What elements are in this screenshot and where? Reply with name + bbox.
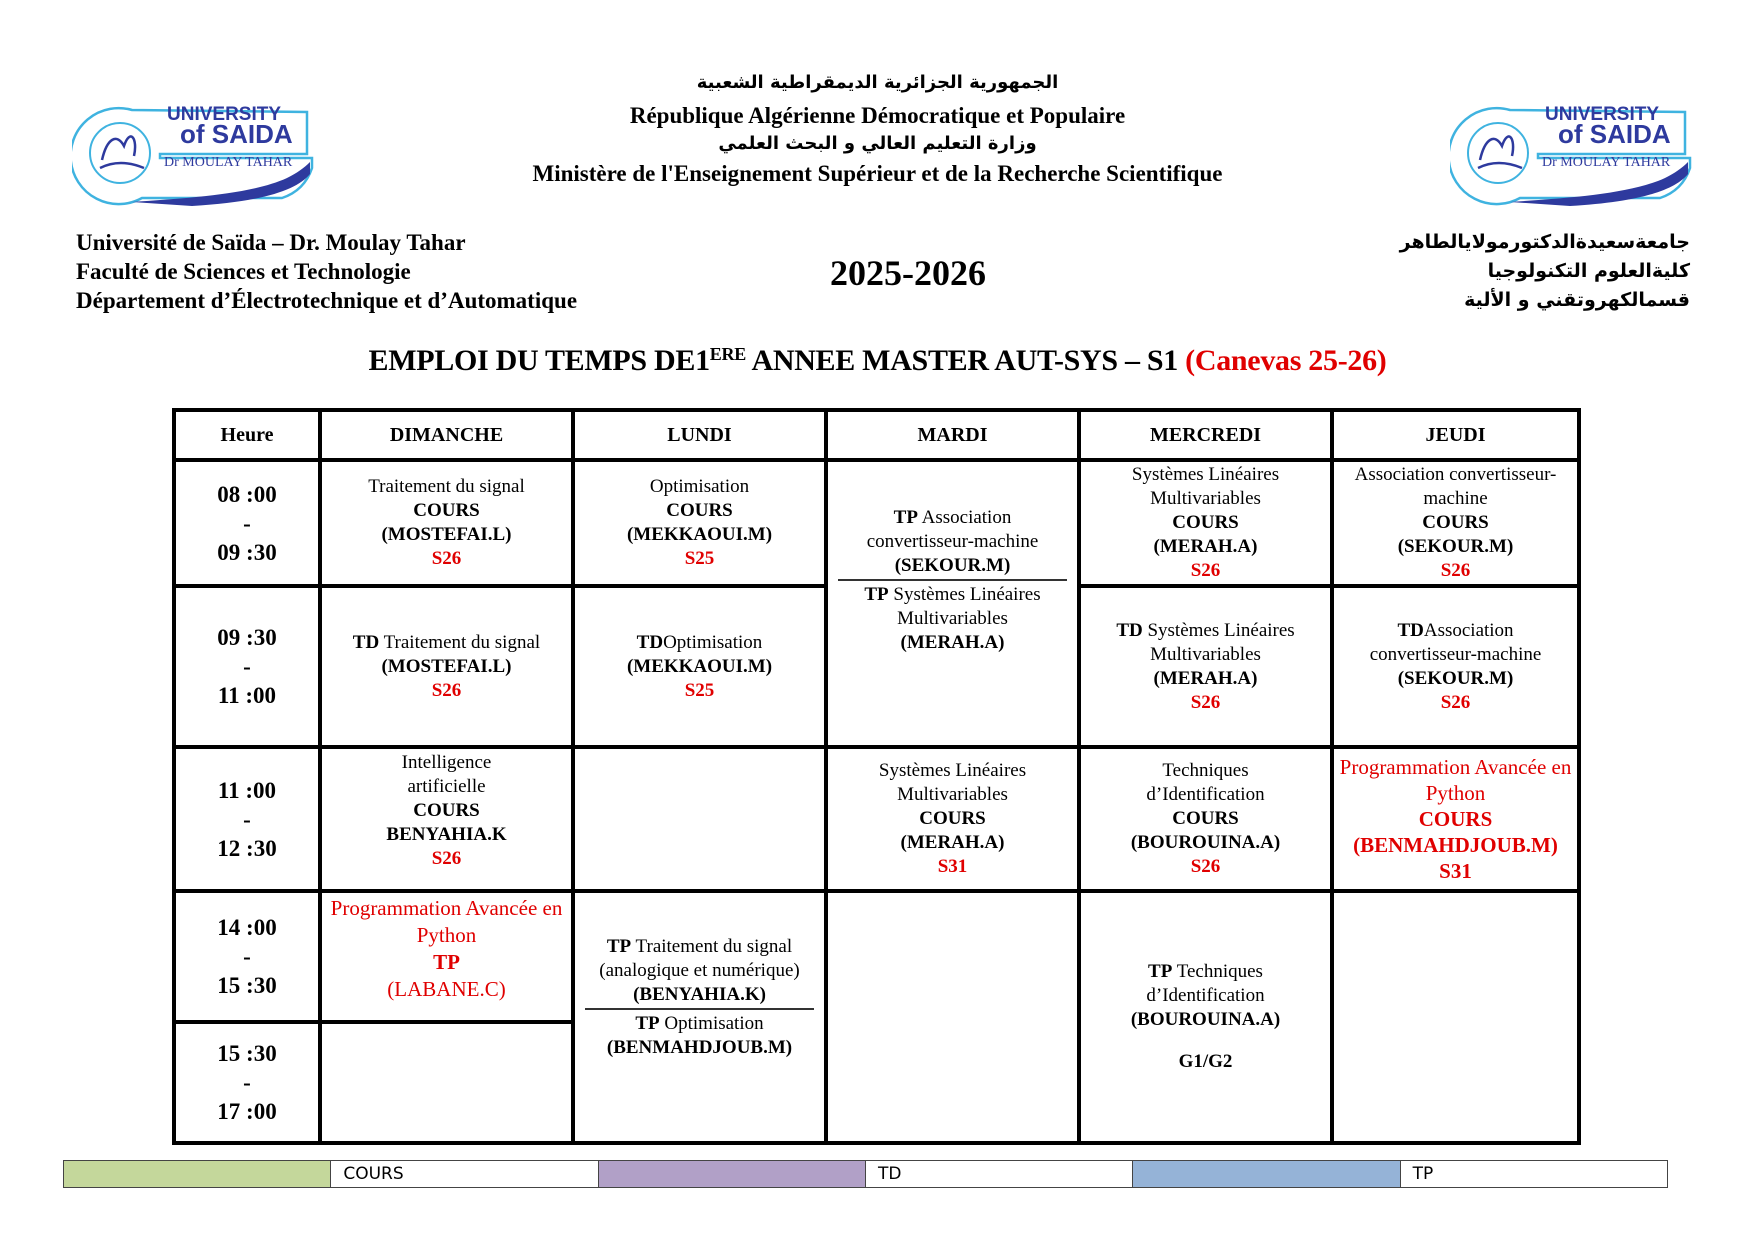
session-jeudi-1100[interactable]: [1334, 749, 1577, 893]
session-divider: [585, 1008, 814, 1010]
department-name-arabic: قسمالكهروتقني و الألية: [1464, 289, 1690, 311]
title-sup: ERE: [709, 344, 746, 364]
session-dimanche-1100[interactable]: [322, 749, 575, 893]
header-mardi: MARDI: [828, 412, 1081, 462]
session-divider: [838, 579, 1067, 581]
session-teacher: (SEKOUR.M): [1397, 667, 1514, 689]
time-end: 12 :30: [217, 835, 277, 861]
empty-mardi-1400: [828, 893, 1081, 1141]
time-sep: -: [243, 1070, 251, 1095]
page-title: [0, 344, 1755, 378]
session-type: TP: [606, 935, 632, 957]
session-groups: G1/G2: [1178, 1051, 1233, 1072]
session-room: S26: [1190, 856, 1221, 877]
title-canevas: (Canevas 25-26): [1185, 344, 1387, 377]
session-teacher: (LABANE.C): [387, 977, 506, 1001]
session-subject: Traitement du signal: [368, 476, 525, 497]
empty-dimanche-1530: [322, 1024, 575, 1141]
time-start: 08 :00: [217, 481, 277, 507]
session-dimanche-0930[interactable]: [322, 588, 575, 749]
session-mercredi-0800[interactable]: [1081, 462, 1334, 588]
time-slot-5: [176, 1024, 322, 1141]
time-slot-2: [176, 588, 322, 749]
session-teacher: (MEKKAOUI.M): [626, 524, 773, 545]
session-teacher: (BOUROUINA.A): [1130, 832, 1281, 853]
header-mercredi: MERCREDI: [1081, 412, 1334, 462]
session-dimanche-0800[interactable]: [322, 462, 575, 588]
time-sep: -: [243, 944, 251, 969]
session-subject: Systèmes Linéaires Multivariables: [888, 584, 1041, 629]
session-teacher: (MERAH.A): [1153, 536, 1258, 557]
timetable: [172, 408, 1581, 1145]
session-room: S26: [1190, 560, 1221, 581]
faculty-name: Faculté de Sciences et Technologie: [76, 259, 411, 284]
session-dimanche-1400[interactable]: [322, 893, 575, 1024]
session-subject: Intelligence artificielle: [401, 752, 492, 797]
session-subject: Optimisation: [659, 1012, 764, 1034]
session-subject: Association convertisseur-machine: [1354, 464, 1557, 509]
title-part1: EMPLOI DU TEMPS DE1: [368, 344, 710, 377]
session-subject: Programmation Avancée en Python: [330, 896, 563, 947]
session-type: TD: [636, 631, 664, 653]
session-teacher: (MERAH.A): [1153, 667, 1258, 689]
session-type: COURS: [1418, 807, 1493, 831]
session-lundi-1400-1700[interactable]: [575, 893, 828, 1141]
session-subject: Programmation Avancée en Python: [1339, 755, 1572, 805]
session-jeudi-0800[interactable]: [1334, 462, 1577, 588]
session-room: S26: [431, 679, 462, 701]
session-teacher: (MEKKAOUI.M): [626, 655, 773, 677]
department-name: Département d’Électrotechnique et d’Automatique: [76, 288, 578, 313]
time-start: 11 :00: [217, 777, 277, 803]
session-type: COURS: [413, 500, 480, 521]
time-end: 17 :00: [217, 1099, 277, 1124]
session-room: S25: [684, 548, 715, 569]
time-sep: -: [243, 510, 251, 536]
empty-jeudi-1400: [1334, 893, 1577, 1141]
header-ministry: Ministère de l'Enseignement Supérieur et de la Recherche Scientifique: [532, 161, 1223, 186]
session-type: COURS: [1172, 808, 1239, 829]
faculty-name-arabic: كليةالعلوم التكنولوجيا: [1487, 260, 1690, 282]
institution-left: [76, 228, 577, 315]
session-subject: Optimisation: [649, 476, 750, 497]
time-sep: -: [243, 806, 251, 832]
session-subject: Optimisation: [663, 631, 763, 653]
session-subject: Association convertisseur-machine: [1369, 619, 1542, 665]
header-arabic-republic: الجمهورية الجزائرية الديمقراطية الشعبية: [696, 72, 1059, 93]
session-lundi-0800[interactable]: [575, 462, 828, 588]
time-end: 15 :30: [217, 973, 277, 998]
legend-swatch-tp: [1133, 1161, 1400, 1187]
session-room: S31: [937, 856, 968, 877]
session-teacher: (BENYAHIA.K): [633, 983, 766, 1005]
session-teacher: BENYAHIA.K: [386, 824, 507, 845]
logo-line1: UNIVERSITY: [167, 104, 282, 125]
session-teacher: (SEKOUR.M): [1397, 536, 1514, 557]
header-arabic-ministry: وزارة التعليم العالي و البحث العلمي: [718, 133, 1037, 154]
session-teacher: (SEKOUR.M): [894, 555, 1011, 576]
session-mardi-1100[interactable]: [828, 749, 1081, 893]
header-lundi: LUNDI: [575, 412, 828, 462]
institution-right: [1400, 228, 1690, 315]
logo-line3: Dr MOULAY TAHAR: [1542, 155, 1671, 170]
session-mardi-0800-1100[interactable]: [828, 462, 1081, 749]
legend-label-td: TD: [866, 1161, 1133, 1187]
university-name: Université de Saïda – Dr. Moulay Tahar: [76, 230, 466, 255]
session-room: S26: [431, 548, 462, 569]
session-type: TP: [1148, 961, 1173, 982]
logo-line2: of SAIDA: [180, 119, 293, 149]
session-type: COURS: [919, 808, 986, 829]
title-part2: ANNEE MASTER AUT-SYS – S1: [745, 344, 1186, 377]
session-subject: Systèmes Linéaires Multivariables: [1142, 619, 1295, 665]
legend-swatch-td: [599, 1161, 866, 1187]
session-room: S26: [1190, 691, 1221, 713]
time-end: 09 :30: [217, 539, 277, 565]
legend: [63, 1160, 1668, 1188]
session-room: S31: [1439, 859, 1472, 883]
time-end: 11 :00: [217, 683, 277, 708]
academic-year: 2025-2026: [830, 253, 986, 293]
legend-swatch-cours: [64, 1161, 331, 1187]
legend-label-cours: COURS: [331, 1161, 598, 1187]
session-type: COURS: [413, 800, 480, 821]
session-type: TD: [1397, 619, 1424, 641]
session-subject: Traitement du signal (analogique et numérique): [599, 935, 800, 981]
session-type: TP: [433, 950, 460, 974]
time-start: 09 :30: [217, 625, 277, 650]
header-republic: République Algérienne Démocratique et Populaire: [629, 103, 1126, 128]
legend-label-tp: TP: [1412, 1164, 1434, 1184]
session-room: S26: [1440, 691, 1471, 713]
header-dimanche: DIMANCHE: [322, 412, 575, 462]
session-type: COURS: [1172, 512, 1239, 533]
session-type: TD: [1116, 619, 1143, 641]
session-jeudi-0930[interactable]: [1334, 588, 1577, 749]
session-teacher: (BENMAHDJOUB.M): [606, 1036, 793, 1058]
session-teacher: (MERAH.A): [900, 632, 1005, 653]
session-mercredi-1400-1700[interactable]: [1081, 893, 1334, 1141]
session-teacher: (MOSTEFAI.L): [381, 655, 512, 677]
session-type: TP: [864, 584, 889, 605]
session-mercredi-1100[interactable]: [1081, 749, 1334, 893]
session-room: S26: [1440, 560, 1471, 581]
session-type: TD: [352, 631, 380, 653]
session-mercredi-0930[interactable]: [1081, 588, 1334, 749]
session-teacher: (BENMAHDJOUB.M): [1353, 833, 1558, 857]
session-room: S26: [431, 848, 462, 869]
session-type: COURS: [1422, 512, 1489, 533]
session-subject: Association convertisseur-machine: [866, 507, 1039, 552]
logo-line2: of SAIDA: [1558, 119, 1671, 149]
session-subject: Techniques d’Identification: [1146, 961, 1265, 1006]
session-subject: Systèmes Linéaires Multivariables: [1131, 464, 1280, 509]
session-type: TP: [635, 1012, 660, 1034]
empty-lundi-1100: [575, 749, 828, 893]
time-slot-4: [176, 893, 322, 1024]
session-subject: Techniques d’Identification: [1146, 760, 1265, 805]
time-slot-3: [176, 749, 322, 893]
university-name-arabic: جامعةسعيدةالدكتورمولايالطاهر: [1399, 231, 1690, 253]
session-teacher: (BOUROUINA.A): [1130, 1009, 1281, 1030]
header-jeudi: JEUDI: [1334, 412, 1577, 462]
session-type: TP: [893, 507, 918, 528]
time-slot-1: [176, 462, 322, 588]
time-sep: -: [243, 654, 251, 679]
session-room: S25: [684, 679, 715, 701]
session-lundi-0930[interactable]: [575, 588, 828, 749]
session-subject: Systèmes Linéaires Multivariables: [878, 760, 1027, 805]
session-subject: Traitement du signal: [379, 631, 541, 653]
logo-line1: UNIVERSITY: [1545, 104, 1660, 125]
header-heure: Heure: [176, 412, 322, 462]
session-teacher: (MERAH.A): [900, 832, 1005, 853]
session-teacher: (MOSTEFAI.L): [381, 524, 512, 545]
logo-line3: Dr MOULAY TAHAR: [164, 155, 293, 170]
session-type: COURS: [666, 500, 733, 521]
time-start: 14 :00: [217, 915, 277, 940]
time-start: 15 :30: [217, 1041, 277, 1066]
